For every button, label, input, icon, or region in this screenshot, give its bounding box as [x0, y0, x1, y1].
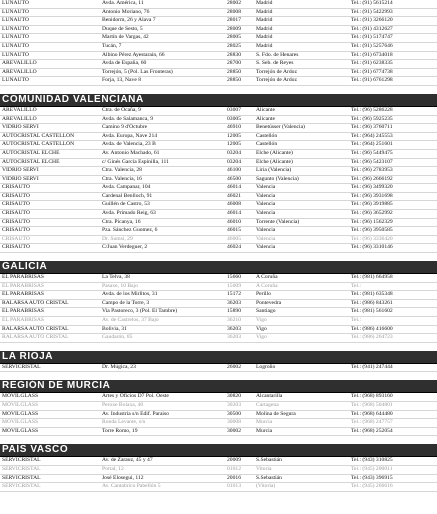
company-name: MOVILGLASS: [0, 393, 100, 401]
postal-code: 12005: [225, 132, 254, 141]
listing-row: [0, 115, 437, 124]
city: Sagunto (Valencia): [254, 175, 349, 184]
street-address: Av. de Zarauz, 45 y 47: [100, 457, 225, 465]
street-address: c/ Ginés García Espinilla, 111: [100, 158, 225, 167]
listing-row: [0, 483, 437, 492]
section-spacer: [0, 86, 437, 94]
region-heading: LA RIOJA: [0, 351, 437, 363]
region-listing-body: [0, 364, 437, 372]
company-name: AUTOCRISTAL ELCHE: [0, 149, 100, 158]
street-address: Gaudarón, 85: [100, 334, 225, 343]
phone-number: Tel.: (943) 310825: [349, 457, 437, 465]
street-address: Tucán, 7: [100, 42, 225, 51]
postal-code: 03204: [225, 158, 254, 167]
street-address: Dr. Sumsi, 29: [100, 235, 225, 244]
company-name: AUTOCRISTAL CASTELLÓN: [0, 141, 100, 150]
city: Valencia: [254, 201, 349, 210]
listing-row: [0, 227, 437, 236]
company-name: AUTOCRISTAL CASTELLÓN: [0, 132, 100, 141]
street-address: Via Pastoreco, 3 (Pol. El Tambre): [100, 308, 225, 317]
listing-row: [0, 42, 437, 51]
city: Vigo: [254, 317, 349, 326]
postal-code: 01012: [225, 465, 254, 474]
region-listing-table: [0, 274, 437, 343]
city: Elche (Alicante): [254, 149, 349, 158]
company-name: CRISAUTO: [0, 235, 100, 244]
city: Madrid: [254, 42, 349, 51]
postal-code: 20016: [225, 474, 254, 483]
company-name: AREVALILLO: [0, 60, 100, 69]
region-heading: PAÍS VASCO: [0, 444, 437, 456]
city: Madrid: [254, 34, 349, 43]
phone-number: Tel.:: [349, 282, 437, 291]
company-name: CRISAUTO: [0, 192, 100, 201]
region-section: [0, 253, 437, 343]
company-name: CRISAUTO: [0, 218, 100, 227]
postal-code: 28008: [225, 8, 254, 17]
street-address: Avda. de los Mirlitos, 31: [100, 291, 225, 300]
city: Alcantarilla: [254, 393, 349, 401]
street-address: Ctra. de Ocaña, 9: [100, 107, 225, 115]
phone-number: Tel.: (91) 6734018: [349, 51, 437, 60]
company-name: MOVILGLASS: [0, 401, 100, 410]
listing-row: [0, 192, 437, 201]
postal-code: 03204: [225, 149, 254, 158]
section-spacer: [0, 343, 437, 351]
phone-number: Tel.: (96) 5925235: [349, 115, 437, 124]
city: A Coruña: [254, 282, 349, 291]
listing-row: [0, 184, 437, 193]
region-listing-table: [0, 364, 437, 373]
listing-row: [0, 167, 437, 176]
street-address: Ronda Levante, s/n: [100, 419, 225, 428]
postal-code: 46500: [225, 175, 254, 184]
city: Molina de Segura: [254, 410, 349, 419]
phone-number: Tel.: (964) 251601: [349, 141, 437, 150]
region-heading: COMUNIDAD VALENCIANA: [0, 94, 437, 106]
street-address: Campo de la Torre, 3: [100, 299, 225, 308]
street-address: C/Juan Verdeguer, 2: [100, 244, 225, 253]
street-address: José Elosegui, 112: [100, 474, 225, 483]
postal-code: 03007: [225, 107, 254, 115]
street-address: Dr. Múgica, 23: [100, 364, 225, 372]
listing-row: [0, 274, 437, 282]
region-listing-body: [0, 274, 437, 342]
street-address: Portal, 12: [100, 465, 225, 474]
postal-code: 28025: [225, 42, 254, 51]
phone-number: Tel.: (96) 3760711: [349, 124, 437, 133]
company-name: CRISAUTO: [0, 201, 100, 210]
phone-number: Tel.: (96) 3499320: [349, 184, 437, 193]
company-name: AREVALILLO: [0, 115, 100, 124]
listing-row: [0, 25, 437, 34]
listing-row: [0, 175, 437, 184]
listing-row: [0, 410, 437, 419]
listing-row: [0, 124, 437, 133]
listing-row: [0, 299, 437, 308]
street-address: Forja, 13, Nave 8: [100, 77, 225, 86]
listing-row: [0, 393, 437, 401]
postal-code: 46910: [225, 124, 254, 133]
street-address: Ctra. Valencia, 28: [100, 167, 225, 176]
city: Perillo: [254, 291, 349, 300]
street-address: Avda. de Salamanca, 9: [100, 115, 225, 124]
city: Alicante: [254, 115, 349, 124]
street-address: La Telva, 38: [100, 274, 225, 282]
postal-code: 46008: [225, 201, 254, 210]
city: S.Sebastián: [254, 457, 349, 465]
postal-code: 28850: [225, 77, 254, 86]
city: Murcia: [254, 419, 349, 428]
city: Valencia: [254, 210, 349, 219]
street-address: Duque de Sesto, 5: [100, 25, 225, 34]
street-address: Avda. Europa, Nave 214: [100, 132, 225, 141]
company-name: LUNAUTO: [0, 0, 100, 8]
phone-number: Tel.: (91) 3266120: [349, 17, 437, 26]
listing-row: [0, 201, 437, 210]
company-name: AUTOCRISTAL ELCHE: [0, 158, 100, 167]
postal-code: 28002: [225, 0, 254, 8]
company-name: EL PARABRISAS: [0, 282, 100, 291]
postal-code: 28700: [225, 60, 254, 69]
city: Elche (Alicante): [254, 158, 349, 167]
phone-number: Tel.: (96) 3310146: [349, 244, 437, 253]
listing-row: [0, 158, 437, 167]
city: Torrejón de Ardoz: [254, 77, 349, 86]
city: Valencia: [254, 235, 349, 244]
postal-code: 36210: [225, 317, 254, 326]
region-heading: REGIÓN DE MURCIA: [0, 380, 437, 392]
company-name: VIDRIO SERVI: [0, 167, 100, 176]
company-name: SERVICRISTAL: [0, 474, 100, 483]
company-name: CRISAUTO: [0, 227, 100, 236]
region-heading: GALICIA: [0, 261, 437, 273]
postal-code: 15890: [225, 308, 254, 317]
street-address: Pza. Sánchez Guomez, 6: [100, 227, 225, 236]
region-section: [0, 86, 437, 253]
company-name: LUNAUTO: [0, 42, 100, 51]
listing-row: [0, 8, 437, 17]
region-section: [0, 372, 437, 436]
phone-number: Tel.: (96) 5449475: [349, 149, 437, 158]
listing-row: [0, 427, 437, 436]
street-address: Av. Antonio Machado, 61: [100, 149, 225, 158]
city: Valencia: [254, 184, 349, 193]
phone-number: Tel.: (981) 561602: [349, 308, 437, 317]
company-name: AREVALILLO: [0, 107, 100, 115]
phone-number: Tel.: (968) 247757: [349, 419, 437, 428]
phone-number: Tel.: (986) 843261: [349, 299, 437, 308]
listing-row: [0, 235, 437, 244]
company-name: MOVILGLASS: [0, 427, 100, 436]
street-address: Peroxe Bolaxa, 40: [100, 401, 225, 410]
street-address: Ctra. Picanya, 16: [100, 218, 225, 227]
listing-row: [0, 68, 437, 77]
listing-row: [0, 291, 437, 300]
phone-number: Tel.: (96) 5286228: [349, 107, 437, 115]
company-name: RALARSA AUTO CRISTAL: [0, 325, 100, 334]
listing-row: [0, 474, 437, 483]
street-address: Cardenal Benlloch, 91: [100, 192, 225, 201]
company-name: SERVICRISTAL: [0, 364, 100, 372]
top-listing-table: [0, 0, 437, 86]
company-name: SERVICRISTAL: [0, 483, 100, 492]
phone-number: Tel.: (91) 6761298: [349, 77, 437, 86]
company-name: EL PARABRISAS: [0, 274, 100, 282]
city: S.Sebastián: [254, 474, 349, 483]
street-address: Av. Cantabrico Pabellón 5: [100, 483, 225, 492]
phone-number: Tel.: (91) 5422993: [349, 8, 437, 17]
company-name: CRISAUTO: [0, 210, 100, 219]
phone-number: Tel.: (96) 3931698: [349, 192, 437, 201]
phone-number: Tel.: (986) 416600: [349, 325, 437, 334]
street-address: Avda. América, 11: [100, 0, 225, 8]
listing-row: [0, 325, 437, 334]
company-name: MOVILGLASS: [0, 410, 100, 419]
regions-container: [0, 86, 437, 492]
postal-code: 46010: [225, 218, 254, 227]
company-name: EL PARABRISAS: [0, 291, 100, 300]
phone-number: Tel.: (96) 2783953: [349, 167, 437, 176]
street-address: Avda. Campanar, 104: [100, 184, 225, 193]
listing-row: [0, 401, 437, 410]
postal-code: 26002: [225, 364, 254, 372]
listing-row: [0, 107, 437, 115]
city: Valencia: [254, 227, 349, 236]
company-name: EL PARABRISAS: [0, 317, 100, 326]
company-name: LUNAUTO: [0, 25, 100, 34]
company-name: SERVICRISTAL: [0, 465, 100, 474]
phone-number: Tel.: (91) 5174747: [349, 34, 437, 43]
postal-code: 30008: [225, 419, 254, 428]
phone-number: Tel.: (968) 504801: [349, 401, 437, 410]
listing-row: [0, 149, 437, 158]
company-name: LUNAUTO: [0, 51, 100, 60]
postal-code: 30203: [225, 401, 254, 410]
postal-code: 30002: [225, 427, 254, 436]
street-address: Torrejón, 5 (Pol. Las Fronteras): [100, 68, 225, 77]
postal-code: 12005: [225, 141, 254, 150]
city: Santiago: [254, 308, 349, 317]
street-address: Avda. Primado Reig, 63: [100, 210, 225, 219]
phone-number: Tel.: (945) 266616: [349, 483, 437, 492]
listing-row: [0, 308, 437, 317]
postal-code: 01013: [225, 483, 254, 492]
company-name: MOVILGLASS: [0, 419, 100, 428]
phone-number: Tel.: (968) 252054: [349, 427, 437, 436]
postal-code: 15172: [225, 291, 254, 300]
street-address: Bolivia, 31: [100, 325, 225, 334]
phone-number: Tel.: (943) 396915: [349, 474, 437, 483]
company-name: RALARSA AUTO CRISTAL: [0, 334, 100, 343]
region-listing-body: [0, 107, 437, 253]
city: Valencia: [254, 244, 349, 253]
street-address: Martín de Vargas, 42: [100, 34, 225, 43]
postal-code: 28017: [225, 17, 254, 26]
postal-code: 28009: [225, 25, 254, 34]
listing-row: [0, 141, 437, 150]
company-name: CRISAUTO: [0, 244, 100, 253]
street-address: Av. Industria s/n Edif. Paraiso: [100, 410, 225, 419]
city: Vitoria: [254, 465, 349, 474]
company-name: LUNAUTO: [0, 17, 100, 26]
listing-row: [0, 465, 437, 474]
phone-number: Tel.: (91) 6238335: [349, 60, 437, 69]
postal-code: 28850: [225, 68, 254, 77]
listing-row: [0, 419, 437, 428]
listing-row: [0, 0, 437, 8]
listing-row: [0, 317, 437, 326]
city: Castellón: [254, 141, 349, 150]
listing-row: [0, 244, 437, 253]
phone-number: Tel.: (96) 3950585: [349, 227, 437, 236]
city: Madrid: [254, 8, 349, 17]
phone-number: Tel.: (91) 5257646: [349, 42, 437, 51]
phone-number: Tel.: (91) 5615214: [349, 0, 437, 8]
phone-number: Tel.:: [349, 317, 437, 326]
city: Murcia: [254, 427, 349, 436]
company-name: LUNAUTO: [0, 77, 100, 86]
postal-code: 36203: [225, 299, 254, 308]
region-section: [0, 343, 437, 373]
postal-code: 03005: [225, 115, 254, 124]
region-listing-table: [0, 393, 437, 436]
listing-row: [0, 132, 437, 141]
listing-row: [0, 17, 437, 26]
phone-number: Tel.: (968) 644480: [349, 410, 437, 419]
phone-number: Tel.: (96) 1562329: [349, 218, 437, 227]
company-name: VIDRIO SERVI: [0, 124, 100, 133]
phone-number: Tel.: (96) 2666192: [349, 175, 437, 184]
phone-number: Tel.: (96) 3652992: [349, 210, 437, 219]
postal-code: 30500: [225, 410, 254, 419]
postal-code: 46014: [225, 210, 254, 219]
company-name: SERVICRISTAL: [0, 457, 100, 465]
city: Pontevedra: [254, 299, 349, 308]
street-address: Artes y Oficios D7 Pol. Oeste: [100, 393, 225, 401]
section-spacer: [0, 253, 437, 261]
city: Castellón: [254, 132, 349, 141]
company-name: VIDRIO SERVI: [0, 175, 100, 184]
phone-number: Tel.: (91) 6774738: [349, 68, 437, 77]
company-name: LUNAUTO: [0, 34, 100, 43]
phone-number: Tel.: (986) 264723: [349, 334, 437, 343]
phone-number: Tel.: (945) 200011: [349, 465, 437, 474]
city: Vigo: [254, 334, 349, 343]
postal-code: 28830: [225, 51, 254, 60]
phone-number: Tel.: (96) 5423107: [349, 158, 437, 167]
company-name: EL PARABRISAS: [0, 308, 100, 317]
street-address: Av. de Castrelos, 37 Bajo: [100, 317, 225, 326]
city: Torrente (Valencia): [254, 218, 349, 227]
company-name: AREVALILLO: [0, 68, 100, 77]
city: Alicante: [254, 107, 349, 115]
postal-code: 46024: [225, 244, 254, 253]
city: Liria (Valencia): [254, 167, 349, 176]
street-address: Guillén de Castro, 53: [100, 201, 225, 210]
postal-code: 15009: [225, 282, 254, 291]
phone-number: Tel.: (96) 3919885: [349, 201, 437, 210]
city: Benetússer (Valencia): [254, 124, 349, 133]
city: A Coruña: [254, 274, 349, 282]
phone-number: Tel.: (981) 664958: [349, 274, 437, 282]
listing-row: [0, 334, 437, 343]
postal-code: 20009: [225, 457, 254, 465]
listing-row: [0, 210, 437, 219]
listing-row: [0, 457, 437, 465]
street-address: Avda de España, 60: [100, 60, 225, 69]
postal-code: 46015: [225, 227, 254, 236]
city: Madrid: [254, 25, 349, 34]
postal-code: 46021: [225, 192, 254, 201]
phone-number: Tel.: (91) 4312627: [349, 25, 437, 34]
postal-code: 36203: [225, 325, 254, 334]
postal-code: 28005: [225, 34, 254, 43]
listing-row: [0, 218, 437, 227]
city: (Vitoria): [254, 483, 349, 492]
listing-row: [0, 282, 437, 291]
street-address: Torre Romo, 19: [100, 427, 225, 436]
company-name: RALARSA AUTO CRISTAL: [0, 299, 100, 308]
company-name: LUNAUTO: [0, 8, 100, 17]
city: Torrejón de Ardoz: [254, 68, 349, 77]
region-listing-body: [0, 393, 437, 435]
street-address: Antonio Moriano, 76: [100, 8, 225, 17]
street-address: Albino Pérez Ayestarain, 66: [100, 51, 225, 60]
top-listing-body: [0, 0, 437, 85]
phone-number: Tel.: (968) 893160: [349, 393, 437, 401]
phone-number: Tel.: (96) 3336420: [349, 235, 437, 244]
city: Valencia: [254, 192, 349, 201]
listing-row: [0, 51, 437, 60]
postal-code: 30820: [225, 393, 254, 401]
street-address: Avda. de Valencia, 23 B: [100, 141, 225, 150]
region-listing-table: [0, 457, 437, 491]
street-address: Ctra. Valencia, 16: [100, 175, 225, 184]
city: Vigo: [254, 325, 349, 334]
street-address: Camino 9 d'Octubre: [100, 124, 225, 133]
postal-code: 15660: [225, 274, 254, 282]
city: Cartagena: [254, 401, 349, 410]
region-section: [0, 436, 437, 491]
street-address: Benidorm, 26 y Alava 7: [100, 17, 225, 26]
region-listing-body: [0, 457, 437, 491]
listing-row: [0, 77, 437, 86]
street-address: Pasaxe, 10 Bajo: [100, 282, 225, 291]
listing-row: [0, 34, 437, 43]
listing-row: [0, 60, 437, 69]
city: Madrid: [254, 17, 349, 26]
phone-number: Tel.: (981) 635348: [349, 291, 437, 300]
phone-number: Tel.: (964) 245553: [349, 132, 437, 141]
region-listing-table: [0, 107, 437, 253]
company-name: CRISAUTO: [0, 184, 100, 193]
city: S. Fdo. de Henares: [254, 51, 349, 60]
city: Madrid: [254, 0, 349, 8]
postal-code: 46014: [225, 184, 254, 193]
postal-code: 46005: [225, 235, 254, 244]
listing-row: [0, 364, 437, 372]
city: S. Seb. de Reyes: [254, 60, 349, 69]
postal-code: 36203: [225, 334, 254, 343]
postal-code: 46100: [225, 167, 254, 176]
city: Logroño: [254, 364, 349, 372]
phone-number: Tel.: (941) 247444: [349, 364, 437, 372]
